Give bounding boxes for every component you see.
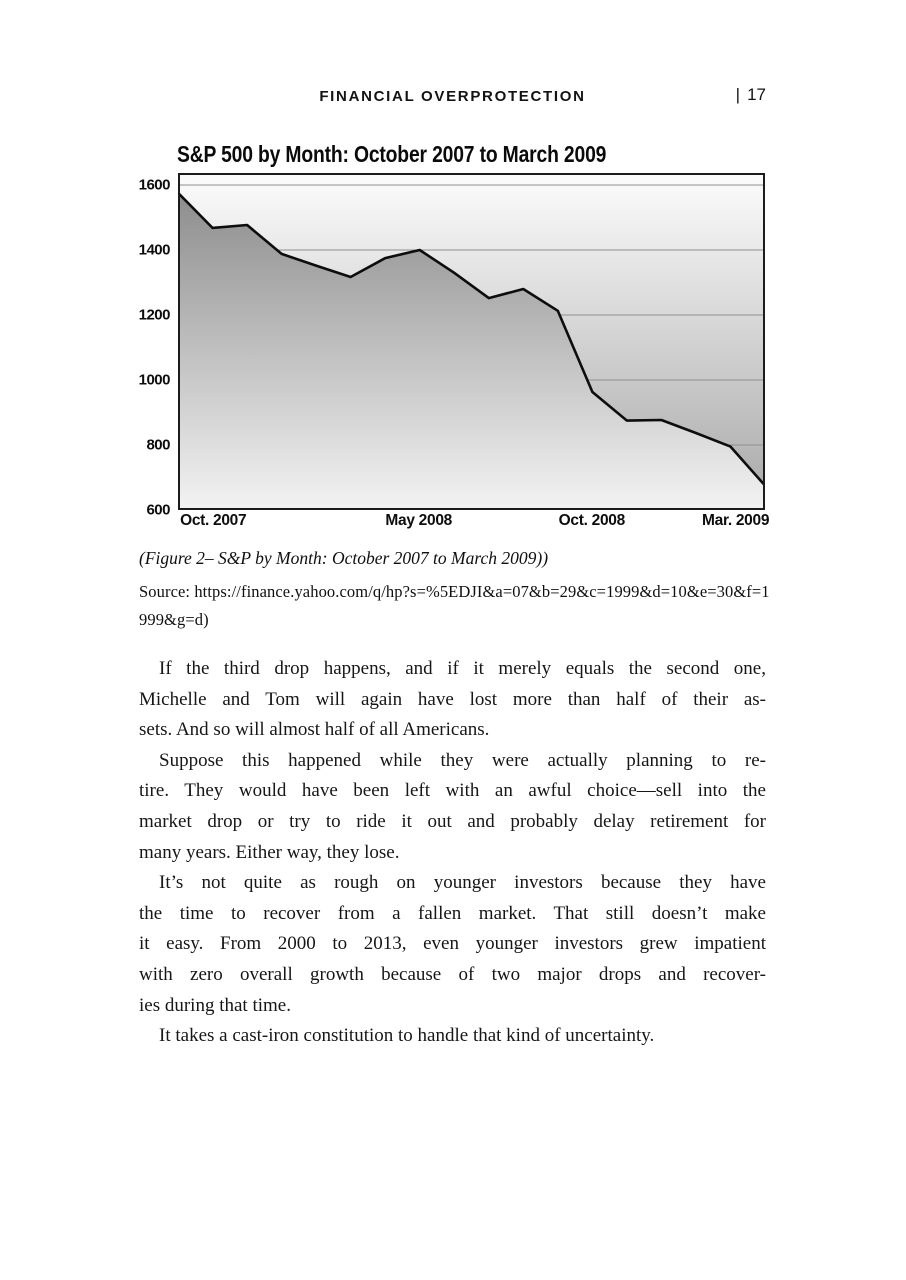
page-header (139, 85, 766, 110)
text-line: It’s not quite as rough on younger investors because they have (159, 872, 766, 894)
source-note (139, 578, 771, 633)
y-axis-tick-label: 800 (146, 436, 170, 454)
y-axis-tick-label: 1600 (138, 176, 170, 194)
y-axis-tick-label: 1200 (138, 306, 170, 324)
page-number-separator: | (735, 85, 741, 104)
body-text (139, 654, 766, 1052)
figure-caption: (Figure 2– S&P by Month: October 2007 to March 2009)) (139, 548, 549, 568)
y-axis-tick-label: 1000 (138, 371, 170, 389)
text-line: Suppose this happened while they were actually planning to re- (159, 749, 766, 771)
paragraph (139, 868, 766, 1021)
page-number (736, 85, 766, 105)
chart-title: S&P 500 by Month: October 2007 to March 2009 (177, 141, 607, 167)
text-line: tire. They would have been left with an awful choice—sell into the (139, 780, 766, 802)
text-line: ies during that time. (139, 994, 291, 1016)
y-axis-tick-label: 1400 (138, 241, 170, 259)
source-line: 999&g=d) (139, 609, 209, 629)
chart-plot-area (178, 173, 765, 510)
x-axis-tick-label: Mar. 2009 (702, 512, 770, 529)
paragraph (139, 654, 766, 746)
text-line: many years. Either way, they lose. (139, 841, 400, 863)
text-line: sets. And so will almost half of all Americans. (139, 719, 490, 741)
paragraph (139, 746, 766, 868)
running-header-title: FINANCIAL OVERPROTECTION (319, 88, 586, 105)
text-line: the time to recover from a fallen market. That still doesn’t make (139, 902, 766, 924)
text-line: It takes a cast-iron constitution to handle that kind of uncertainty. (159, 1025, 655, 1047)
y-axis-tick-label: 600 (146, 501, 170, 519)
x-axis-labels (178, 512, 770, 534)
y-axis-labels (116, 173, 170, 519)
x-axis-tick-label: Oct. 2007 (180, 512, 247, 529)
text-line: with zero overall growth because of two major drops and recover- (139, 963, 766, 985)
text-line: market drop or try to ride it out and probably delay retirement for (139, 810, 766, 832)
text-line: it easy. From 2000 to 2013, even younger investors grew impatient (139, 933, 766, 955)
source-line: Source: https://finance.yahoo.com/q/hp?s=%5EDJI&a=07&b=29&c=1999&d=10&e=30&f=1 (139, 582, 770, 601)
x-axis-tick-label: Oct. 2008 (558, 512, 625, 529)
text-line: If the third drop happens, and if it merely equals the second one, (159, 658, 766, 679)
page-number-value: 17 (747, 85, 766, 104)
text-line: Michelle and Tom will again have lost more than half of their as- (139, 688, 766, 710)
x-axis-tick-label: May 2008 (385, 512, 452, 529)
paragraph (139, 1021, 766, 1052)
